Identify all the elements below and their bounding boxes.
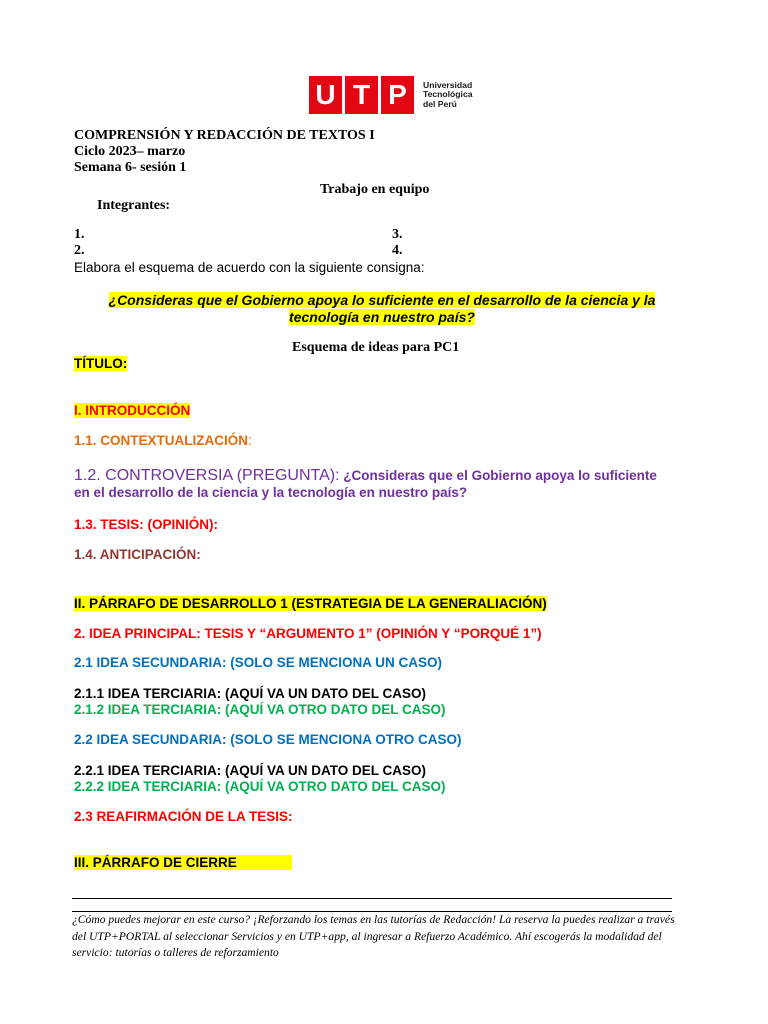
controversy-line1: 1.2. CONTROVERSIA (PREGUNTA): ¿Consideras que el Gobierno apoya lo suficiente: [74, 467, 657, 484]
titulo-label: TÍTULO:: [74, 356, 128, 371]
anticipation-label: 1.4. ANTICIPACIÓN:: [74, 547, 201, 562]
instruction: Elabora el esquema de acuerdo con la siguiente consigna:: [74, 260, 425, 275]
team-work-label: Trabajo en equipo: [320, 182, 430, 197]
course-title: COMPRENSIÓN Y REDACCIÓN DE TEXTOS I: [74, 128, 375, 143]
context-label: 1.1. CONTEXTUALIZACIÓN:: [74, 433, 252, 448]
members-label: Integrantes:: [97, 198, 171, 213]
scheme-title: Esquema de ideas para PC1: [292, 340, 460, 355]
reaffirm-thesis: 2.3 REAFIRMACIÓN DE LA TESIS:: [74, 809, 293, 824]
member-3: 3.: [392, 227, 403, 242]
logo-university-name: Universidad Tecnológica del Perú: [423, 79, 473, 109]
logo-letter-p: P: [381, 76, 414, 114]
logo-letter-t: T: [345, 76, 378, 114]
tertiary-idea-2-1: 2.2.1 IDEA TERCIARIA: (AQUÍ VA UN DATO DEL CASO): [74, 763, 427, 778]
development-heading: II. PÁRRAFO DE DESARROLLO 1 (ESTRATEGIA DE LA GENERALIACIÓN): [74, 596, 547, 611]
thesis-label: 1.3. TESIS: (OPINIÓN):: [74, 517, 219, 532]
main-idea: 2. IDEA PRINCIPAL: TESIS Y “ARGUMENTO 1” (OPINIÓN Y “PORQUÉ 1”): [74, 626, 542, 641]
tertiary-idea-2-2: 2.2.2 IDEA TERCIARIA: (AQUÍ VA OTRO DATO DEL CASO): [74, 779, 446, 794]
logo-letter-u: U: [309, 76, 342, 114]
week-label: Semana 6- sesión 1: [74, 160, 187, 175]
member-4: 4.: [392, 243, 403, 258]
guiding-question: ¿Consideras que el Gobierno apoya lo suficiente en el desarrollo de la ciencia y la tecnología en nuestro país?: [108, 292, 656, 325]
footer-note: ¿Cómo puedes mejorar en este curso? ¡Reforzando los temas en las tutorías de Redacción! La reserva la puedes realizar a través del UTP+PORTAL al seleccionar Servicios y en UTP+app, al ingresar a Refuerzo Académico. Ahí escogerás la modalidad del servicio: tutorías o talleres de reforzamiento: [72, 913, 675, 959]
secondary-idea-2: 2.2 IDEA SECUNDARIA: (SOLO SE MENCIONA OTRO CASO): [74, 732, 462, 747]
utp-logo: [309, 76, 473, 114]
footer-divider: [72, 898, 672, 899]
member-2: 2.: [74, 243, 85, 258]
member-1: 1.: [74, 227, 85, 242]
tertiary-idea-1-2: 2.1.2 IDEA TERCIARIA: (AQUÍ VA OTRO DATO DEL CASO): [74, 702, 446, 717]
cycle-label: Ciclo 2023– marzo: [74, 144, 186, 159]
intro-heading: I. INTRODUCCIÓN: [74, 403, 191, 418]
controversy-line2: en el desarrollo de la ciencia y la tecnología en nuestro país?: [74, 485, 468, 500]
secondary-idea-1: 2.1 IDEA SECUNDARIA: (SOLO SE MENCIONA UN CASO): [74, 655, 443, 670]
tertiary-idea-1-1: 2.1.1 IDEA TERCIARIA: (AQUÍ VA UN DATO DEL CASO): [74, 686, 427, 701]
closing-heading: III. PÁRRAFO DE CIERRE: [74, 855, 292, 870]
